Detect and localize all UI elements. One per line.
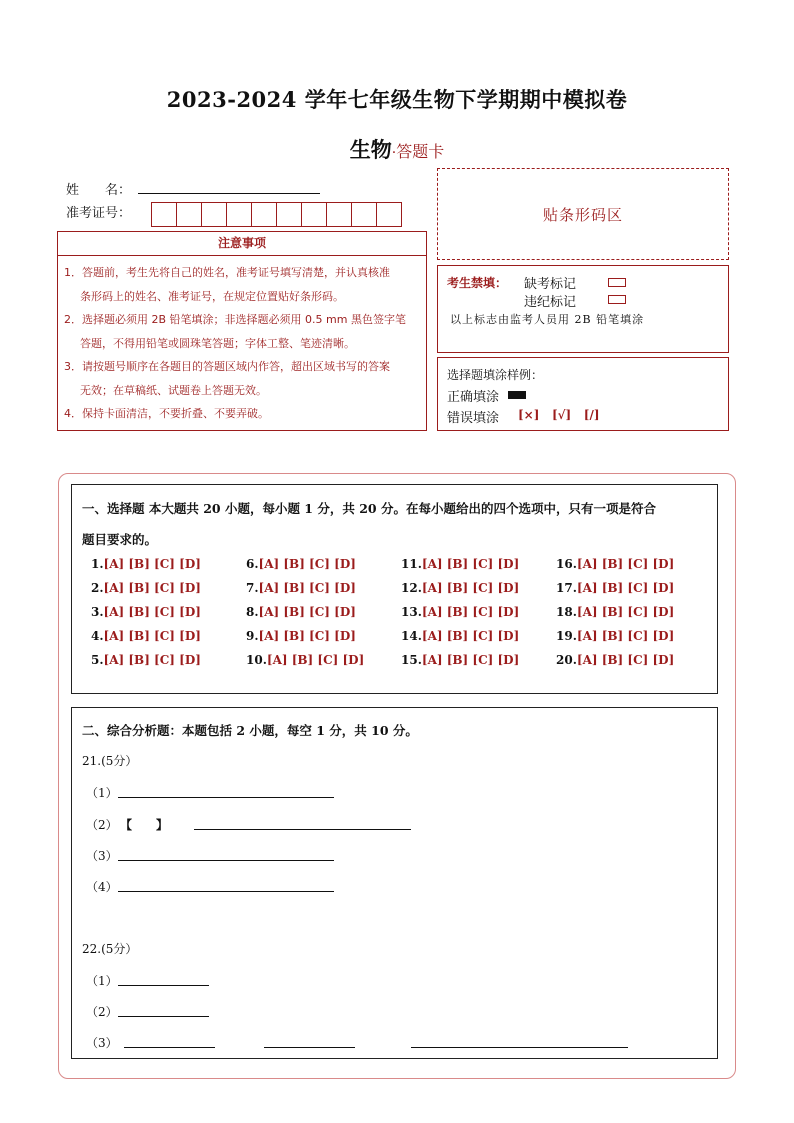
choice-item[interactable]: [556, 557, 674, 571]
violation-mark-box[interactable]: [608, 295, 626, 304]
choice-number: 11.: [401, 557, 422, 571]
section1-heading-cont: 题目要求的。: [82, 532, 158, 547]
choice-number: 3.: [91, 605, 104, 619]
choice-item[interactable]: [401, 629, 519, 643]
choice-item[interactable]: [246, 653, 364, 667]
choice-item[interactable]: [91, 581, 201, 595]
id-cell[interactable]: [276, 202, 302, 227]
q22-sub1-label: （1）: [86, 974, 118, 988]
absent-mark-label: 缺考标记: [524, 277, 577, 292]
q21-sub3-answer-line[interactable]: [118, 860, 334, 861]
choice-number: 7.: [246, 581, 259, 595]
choice-item[interactable]: [246, 629, 356, 643]
barcode-label: 贴条形码区: [542, 205, 623, 224]
forbid-label: 考生禁填：: [447, 276, 508, 290]
sample-title: 选择题填涂样例：: [447, 368, 544, 382]
choice-number: 12.: [401, 581, 422, 595]
choice-number: 10.: [246, 653, 267, 667]
section2-heading: 二、综合分析题：本题包括 2 小题，每空 1 分，共 10 分。: [82, 723, 418, 738]
choice-options[interactable]: [A] [B] [C] [D]: [103, 629, 201, 643]
q22-sub1-answer-line[interactable]: [118, 985, 209, 986]
choice-item[interactable]: [556, 653, 674, 667]
id-cell[interactable]: [176, 202, 202, 227]
proctor-note: 以上标志由监考人员用 2B 铅笔填涂: [450, 313, 645, 326]
id-cell[interactable]: [201, 202, 227, 227]
choice-options[interactable]: [A] [B] [C] [D]: [421, 629, 520, 643]
choice-options[interactable]: [A] [B] [C] [D]: [421, 653, 520, 667]
choice-number: 5.: [91, 653, 104, 667]
choice-options[interactable]: [A] [B] [C] [D]: [103, 557, 201, 571]
q22-sub2-answer-line[interactable]: [118, 1016, 209, 1017]
choice-options[interactable]: [A] [B] [C] [D]: [421, 581, 520, 595]
choice-number: 18.: [556, 605, 577, 619]
note-line: 4．保持卡面清洁，不要折叠、不要弄破。: [64, 407, 269, 420]
q21-sub1-label: （1）: [86, 786, 118, 800]
choice-number: 2.: [91, 581, 104, 595]
choice-item[interactable]: [401, 653, 519, 667]
subject-name: 生物: [349, 137, 392, 162]
choice-item[interactable]: [91, 605, 201, 619]
id-cell[interactable]: [351, 202, 377, 227]
id-cell[interactable]: [151, 202, 177, 227]
note-line: 条形码上的姓名、准考证号，在规定位置贴好条形码。: [80, 289, 344, 303]
q22-sub3-answer-line-b[interactable]: [264, 1047, 355, 1048]
violation-mark-label: 违纪标记: [524, 295, 577, 310]
choice-options[interactable]: [A] [B] [C] [D]: [576, 629, 675, 643]
choice-item[interactable]: [401, 581, 519, 595]
note-line: 1．答题前，考生先将自己的姓名，准考证号填写清楚，并认真核准: [64, 266, 390, 279]
choice-number: 1.: [91, 557, 104, 571]
id-cell[interactable]: [226, 202, 252, 227]
q21-sub2-bracket[interactable]: 【 】: [120, 818, 169, 832]
choice-options[interactable]: [A] [B] [C] [D]: [576, 605, 675, 619]
choice-options[interactable]: [A] [B] [C] [D]: [576, 653, 675, 667]
choice-options[interactable]: [A] [B] [C] [D]: [421, 557, 520, 571]
section1-heading: 一、选择题 本大题共 20 小题，每小题 1 分，共 20 分。在每小题给出的四个选项中，只有一项是符合: [82, 501, 656, 516]
choice-number: 6.: [246, 557, 259, 571]
q21-sub2-label: （2）: [86, 818, 118, 832]
proctor-marks-box: [437, 265, 729, 353]
choice-number: 15.: [401, 653, 422, 667]
wrong-mark-cross: [×]: [518, 408, 540, 422]
choice-number: 9.: [246, 629, 259, 643]
choice-item[interactable]: [556, 629, 674, 643]
choice-item[interactable]: [246, 581, 356, 595]
choice-number: 17.: [556, 581, 577, 595]
choice-options[interactable]: [A] [B] [C] [D]: [103, 581, 201, 595]
choice-options[interactable]: [A] [B] [C] [D]: [103, 605, 201, 619]
choice-options[interactable]: [A] [B] [C] [D]: [258, 629, 356, 643]
choice-number: 4.: [91, 629, 104, 643]
q21-sub1-answer-line[interactable]: [118, 797, 334, 798]
q22-sub2-label: （2）: [86, 1005, 118, 1019]
absent-mark-box[interactable]: [608, 278, 626, 287]
choice-item[interactable]: [91, 557, 201, 571]
question-22-label: 22.(5分）: [82, 942, 138, 956]
name-field[interactable]: [138, 193, 320, 194]
choice-options[interactable]: [A] [B] [C] [D]: [258, 557, 356, 571]
choice-options[interactable]: [A] [B] [C] [D]: [576, 581, 675, 595]
q21-sub3-label: （3）: [86, 849, 118, 863]
multiple-choice-section: [71, 484, 718, 694]
choice-number: 8.: [246, 605, 259, 619]
q21-sub4-answer-line[interactable]: [118, 891, 334, 892]
note-line: 3．请按题号顺序在各题目的答题区域内作答，超出区域书写的答案: [64, 360, 390, 373]
choice-options[interactable]: [A] [B] [C] [D]: [258, 605, 356, 619]
choice-options[interactable]: [A] [B] [C] [D]: [266, 653, 365, 667]
id-cell[interactable]: [251, 202, 277, 227]
choice-number: 19.: [556, 629, 577, 643]
choice-item[interactable]: [91, 653, 201, 667]
notes-title: 注意事项: [57, 231, 427, 256]
choice-number: 16.: [556, 557, 577, 571]
id-cell[interactable]: [301, 202, 327, 227]
subject-dot: ·: [391, 145, 397, 161]
page-title: 2023-2024 学年七年级生物下学期期中模拟卷: [166, 87, 628, 112]
choice-item[interactable]: [401, 557, 519, 571]
analysis-section: [71, 707, 718, 1059]
wrong-mark-slash: [/]: [583, 408, 600, 422]
wrong-fill-samples: [518, 408, 600, 422]
answer-card-label: 答题卡: [396, 142, 445, 161]
q22-sub3-label: （3）: [86, 1036, 118, 1050]
choice-item[interactable]: [246, 605, 356, 619]
note-line: 答题，不得用铅笔或圆珠笔答题；字体工整、笔迹清晰。: [80, 336, 355, 350]
wrong-fill-label: 错误填涂: [447, 411, 500, 426]
question-21-label: 21.(5分）: [82, 754, 138, 768]
choice-number: 20.: [556, 653, 577, 667]
q21-sub2-answer-line[interactable]: [194, 829, 411, 830]
exam-id-cells[interactable]: [151, 202, 401, 227]
correct-fill-sample: [508, 391, 526, 399]
choice-item[interactable]: [401, 605, 519, 619]
fill-sample-box: [437, 357, 729, 431]
choice-item[interactable]: [91, 629, 201, 643]
q22-sub3-answer-line-a[interactable]: [124, 1047, 215, 1048]
choice-item[interactable]: [556, 605, 674, 619]
subject-title: [0, 134, 794, 164]
choice-number: 13.: [401, 605, 422, 619]
choice-options[interactable]: [A] [B] [C] [D]: [103, 653, 201, 667]
name-label: 姓 名：: [66, 183, 132, 198]
note-line: 无效；在草稿纸、试题卷上答题无效。: [80, 383, 267, 397]
choice-item[interactable]: [556, 581, 674, 595]
choice-number: 14.: [401, 629, 422, 643]
choice-item[interactable]: [246, 557, 356, 571]
choice-options[interactable]: [A] [B] [C] [D]: [576, 557, 675, 571]
barcode-area: [437, 168, 729, 260]
q21-sub4-label: （4）: [86, 880, 118, 894]
note-line: 2．选择题必须用 2B 铅笔填涂；非选择题必须用 0.5 mm 黑色签字笔: [64, 313, 406, 326]
exam-id-label: 准考证号：: [66, 206, 132, 221]
notes-box: [57, 256, 427, 431]
wrong-mark-check: [√]: [551, 408, 572, 422]
id-cell[interactable]: [326, 202, 352, 227]
correct-fill-label: 正确填涂: [447, 390, 500, 405]
choice-options[interactable]: [A] [B] [C] [D]: [258, 581, 356, 595]
id-cell[interactable]: [376, 202, 402, 227]
choice-options[interactable]: [A] [B] [C] [D]: [421, 605, 520, 619]
q22-sub3-answer-line-c[interactable]: [411, 1047, 628, 1048]
